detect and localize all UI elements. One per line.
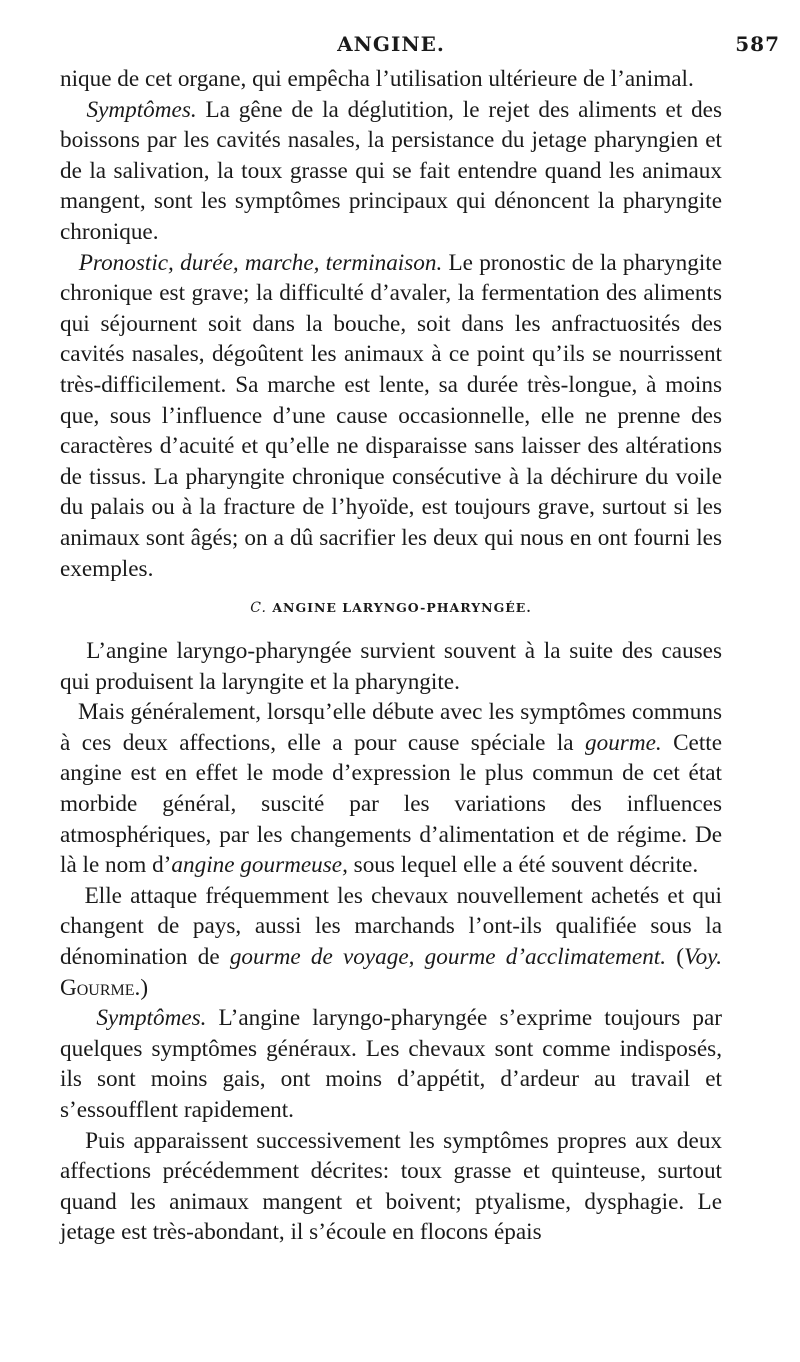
page-number: 587 [735,32,780,56]
paragraph: Symptômes. La gêne de la déglutition, le rejet des aliments et des boissons par les cavités nasales, la persistance du jetage pharyngien et de la salivation, la toux grasse qui se fait entendre quand les animaux mangent, sont les symptômes principaux qui dénoncent la pharyngite chronique. [60,96,723,245]
paragraph-lead: Pronostic, durée, marche, terminaison. [78,249,443,276]
section-title: ANGINE LARYNGO-PHARYNGÉE. [272,600,532,616]
running-title: ANGINE. [337,32,445,56]
paragraph: Mais généralement, lorsqu’elle débute avec les symptômes communs à ces deux affections, elle a pour cause spéciale la gourme. Cette angine est en effet le mode d’expression le plus commun de cet état morbide général, suscité par les variations des influences atmosphériques, par les changements d’alimentation et de régime. De là le nom d’angine gourmeuse, sous lequel elle a été souvent décrite. [60,699,722,879]
section-letter: C. [250,600,267,617]
paragraph: Pronostic, durée, marche, terminaison. Le pronostic de la pharyngite chronique est grave; la difficulté d’avaler, la fermentation des aliments qui séjournent soit dans la bouche, soit dans les anfractuosités des cavités nasales, dégoûtent les animaux à ce point qu’ils se nourrissent très-difficilement. Sa marche est lente, sa durée très-longue, à moins que, sous l’influence d’une cause occasionnelle, elle ne prenne des caractères d’acuité et qu’elle ne disparaisse sans laisser des altérations de tissus. La pharyngite chronique consécutive à la déchirure du voile du palais ou à la fracture de l’hyoïde, est toujours grave, surtout si les animaux sont âgés; on a dû sacrifier les deux qui nous en ont fourni les exemples. [60,249,723,582]
paragraph: Puis apparaissent successivement les symptômes propres aux deux affections précédemment décrites: toux grasse et quinteuse, surtout quand les animaux mangent et boivent; ptyalisme, dysphagie. Le jetage est très-abondant, il s’écoule en flocons épais [60,1127,723,1246]
body-text [60,64,722,1248]
section-heading [60,594,722,622]
paragraph: Elle attaque fréquemment les chevaux nouvellement achetés et qui changent de pays, aussi les marchands l’ont-ils qualifiée sous la dénomination de gourme de voyage, gourme d’acclimatement. (Voy. Gourme.) [60,882,722,1001]
paragraph: Symptômes. L’angine laryngo-pharyngée s’exprime toujours par quelques symptômes généraux. Les chevaux sont comme indisposés, ils sont moins gais, ont moins d’appétit, d’ardeur au travail et s’essoufflent rapidement. [60,1005,722,1123]
paragraph: L’angine laryngo-pharyngée survient souvent à la suite des causes qui produisent la laryngite et la pharyngite. [60,638,722,695]
running-header [60,24,780,64]
paragraph-lead: Symptômes. [86,96,197,123]
paragraph-lead: Symptômes. [96,1005,207,1032]
paragraph: nique de cet organe, qui empêcha l’utilisation ultérieure de l’animal. [60,66,694,92]
